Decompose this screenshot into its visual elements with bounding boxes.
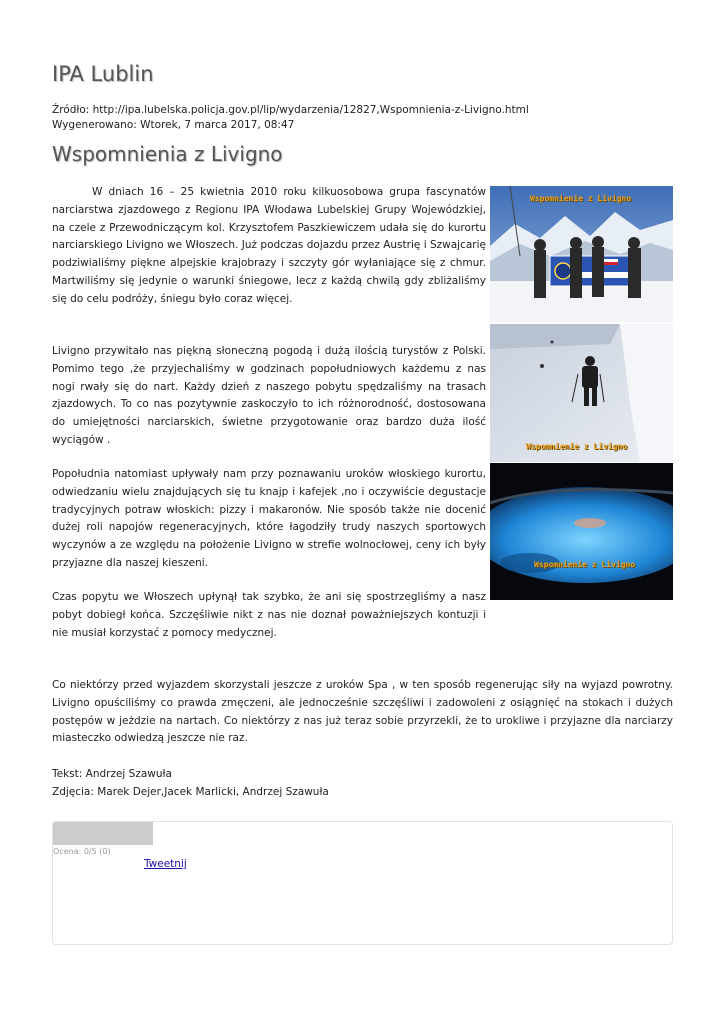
article-paragraph-2: Livigno przywitało nas piękną słoneczną pogodą i dużą ilością turystów z Polski. Pomimo tego ,że przyjechaliśmy w godzinach popołudniowych każdemu z nas nogi rwały się do nart. Każdy dzień z naszego pobytu spędzaliśmy na trasach zjazdowych. To co nas pozytywnie zaskoczyło to ich różnorodność, dostosowana do umiejętności narciarskich, świetne przygotowanie oraz bardzo duża ilość wyciągów . <box>52 345 486 446</box>
photo-skier-slope <box>490 324 673 462</box>
rating-stars[interactable] <box>53 822 153 845</box>
rating-text: Ocena: 0/5 (0) <box>53 847 111 856</box>
generated-line: Wygenerowano: Wtorek, 7 marca 2017, 08:47 <box>52 119 295 131</box>
mountain-group-image <box>490 186 673 322</box>
document-meta <box>52 103 529 133</box>
tweet-link[interactable]: Tweetnij <box>144 858 187 870</box>
photo-group-mountain <box>490 186 673 322</box>
photo-caption-2: Wspomnienie z Livigno <box>526 442 628 451</box>
source-line: Źródło: http://ipa.lubelska.policja.gov.pl/lip/wydarzenia/12827,Wspomnienia-z-Livigno.html <box>52 104 529 116</box>
rating-share-box <box>52 821 673 945</box>
photo-spa-pool <box>490 463 673 600</box>
article-credits <box>52 766 329 802</box>
article-title: Wspomnienia z Livigno <box>52 142 283 166</box>
spa-pool-image <box>490 463 673 600</box>
article-paragraph-4: Czas popytu we Włoszech upłynął tak szybko, że ani się spostrzegliśmy a nasz pobyt dobiegł końca. Szczęśliwie nikt z nas nie doznał poważniejszych kontuzji i nie musiał korzystać z pomocy medycznej. <box>52 591 486 639</box>
photo-caption-1: Wspomnienie z Livigno <box>530 194 632 203</box>
text-author: Tekst: Andrzej Szawuła <box>52 768 172 780</box>
article-paragraph-5: Co niektórzy przed wyjazdem skorzystali jeszcze z uroków Spa , w ten sposób regenerując siły na wyjazd powrotny. Livigno opuściliśmy co prawda zmęczeni, ale jednocześnie szczęśliwi i zadowoleni z osiągnięć na stokach i dużych postępów w jeżdzie na nartach. Co niektórzy z nas już teraz sobie przyrzekli, że to urokliwe i przyjazne dla narciarzy miasteczko odwiedzą jeszcze nie raz. <box>52 679 673 745</box>
photo-caption-3: Wspomnienie z Livigno <box>534 560 636 569</box>
photo-authors: Zdjęcia: Marek Dejer,Jacek Marlicki, Andrzej Szawuła <box>52 785 329 798</box>
article-paragraph-1: W dniach 16 – 25 kwietnia 2010 roku kilkuosobowa grupa fascynatów narciarstwa zjazdowego z Regionu IPA Włodawa Lubelskiej Grupy Wojewódzkiej, na czele z Przewodniczącym kol. Krzysztofem Paszkiewiczem udała się do kurortu narciarskiego Livigno we Włoszech. Już podczas dojazdu przez Austrię i Szwajcarię podziwialiśmy piękne alpejskie krajobrazy i szczyty gór wyłaniające się z chmur. Martwiliśmy się jedynie o warunki śniegowe, lecz z każdą chwilą gdy zbliżaliśmy się do celu podróży, śniegu było coraz więcej. <box>52 186 486 305</box>
site-title: IPA Lublin <box>52 62 154 86</box>
article-paragraph-3: Popołudnia natomiast upływały nam przy poznawaniu uroków włoskiego kurortu, odwiedzaniu wielu znajdujących się tu knajp i kafejek ,no i oczywiście degustacje tradycyjnych potraw włoskich: pizzy i makaronów. Nie sposób także nie docenić dużej roli napojów regeneracyjnych, które łagodziły trudy naszych sportowych wyczynów a ze względu na położenie Livigno w strefie wolnocłowej, ceny ich były przyjazne dla naszej kieszeni. <box>52 468 486 569</box>
